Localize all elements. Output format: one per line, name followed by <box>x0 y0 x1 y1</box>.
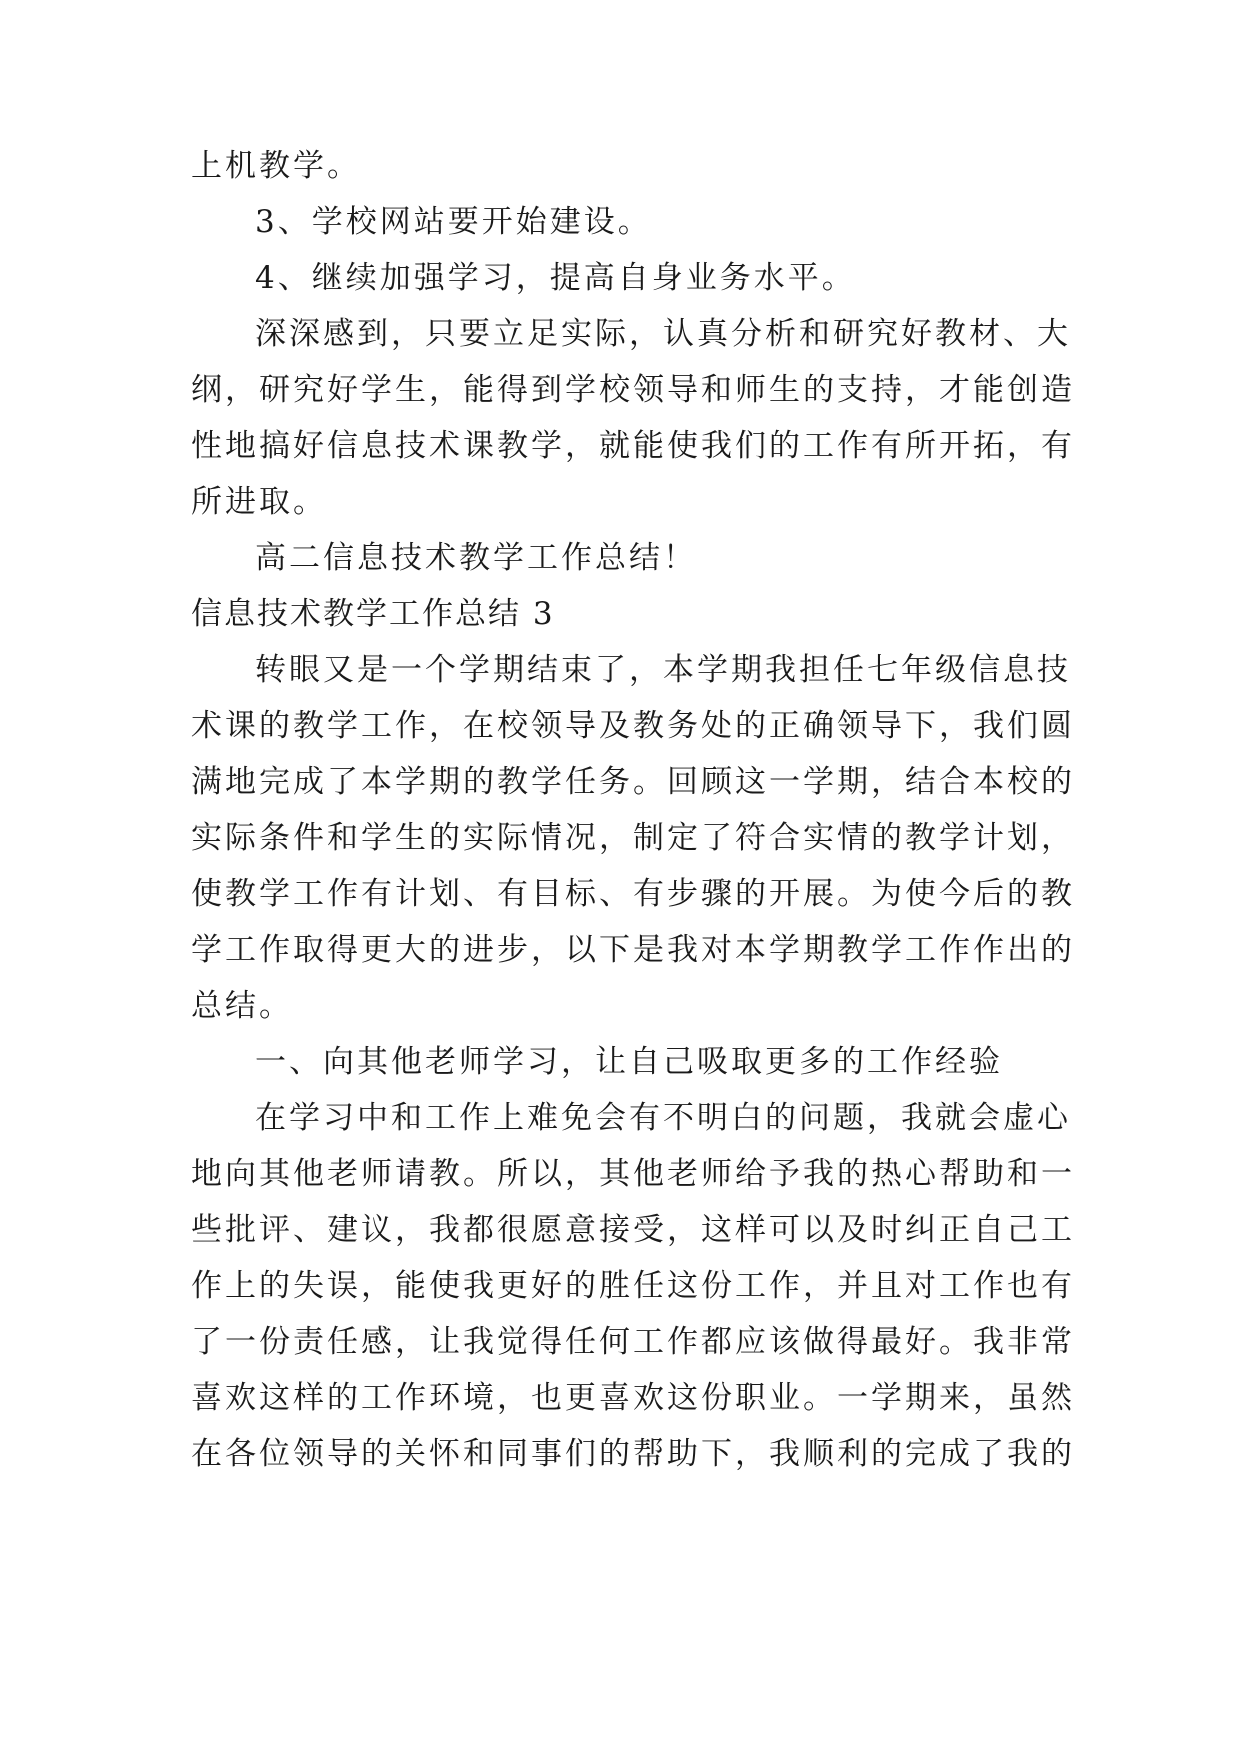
closing-line: 高二信息技术教学工作总结！ <box>255 540 697 576</box>
paragraph-line: 实际条件和学生的实际情况，制定了符合实情的教学计划， <box>191 820 1075 856</box>
paragraph-line: 在各位领导的关怀和同事们的帮助下，我顺利的完成了我的 <box>191 1436 1075 1472</box>
paragraph-line: 满地完成了本学期的教学任务。回顾这一学期，结合本校的 <box>191 764 1075 800</box>
paragraph-line: 地向其他老师请教。所以，其他老师给予我的热心帮助和一 <box>191 1156 1075 1192</box>
paragraph-line: 总结。 <box>191 988 293 1024</box>
paragraph-line: 使教学工作有计划、有目标、有步骤的开展。为使今后的教 <box>191 876 1075 912</box>
section-title: 信息技术教学工作总结 3 <box>191 596 555 632</box>
paragraph-line: 所进取。 <box>191 484 327 520</box>
paragraph-line: 术课的教学工作，在校领导及教务处的正确领导下，我们圆 <box>191 708 1075 744</box>
paragraph-line: 些批评、建议，我都很愿意接受，这样可以及时纠正自己工 <box>191 1212 1075 1248</box>
paragraph-line: 了一份责任感，让我觉得任何工作都应该做得最好。我非常 <box>191 1324 1075 1360</box>
paragraph-line: 性地搞好信息技术课教学，就能使我们的工作有所开拓，有 <box>191 428 1075 464</box>
paragraph-line: 转眼又是一个学期结束了，本学期我担任七年级信息技 <box>255 652 1071 688</box>
paragraph-line: 学工作取得更大的进步，以下是我对本学期教学工作作出的 <box>191 932 1075 968</box>
list-item: 3、学校网站要开始建设。 <box>255 204 652 240</box>
paragraph-line: 作上的失误，能使我更好的胜任这份工作，并且对工作也有 <box>191 1268 1075 1304</box>
text-line: 上机教学。 <box>191 148 361 184</box>
paragraph-line: 在学习中和工作上难免会有不明白的问题，我就会虚心 <box>255 1100 1071 1136</box>
subsection-heading: 一、向其他老师学习，让自己吸取更多的工作经验 <box>255 1044 1003 1080</box>
list-item: 4、继续加强学习，提高自身业务水平。 <box>255 260 856 296</box>
paragraph-line: 纲，研究好学生，能得到学校领导和师生的支持，才能创造 <box>191 372 1075 408</box>
paragraph-line: 喜欢这样的工作环境，也更喜欢这份职业。一学期来，虽然 <box>191 1380 1075 1416</box>
paragraph-line: 深深感到，只要立足实际，认真分析和研究好教材、大 <box>255 316 1071 352</box>
